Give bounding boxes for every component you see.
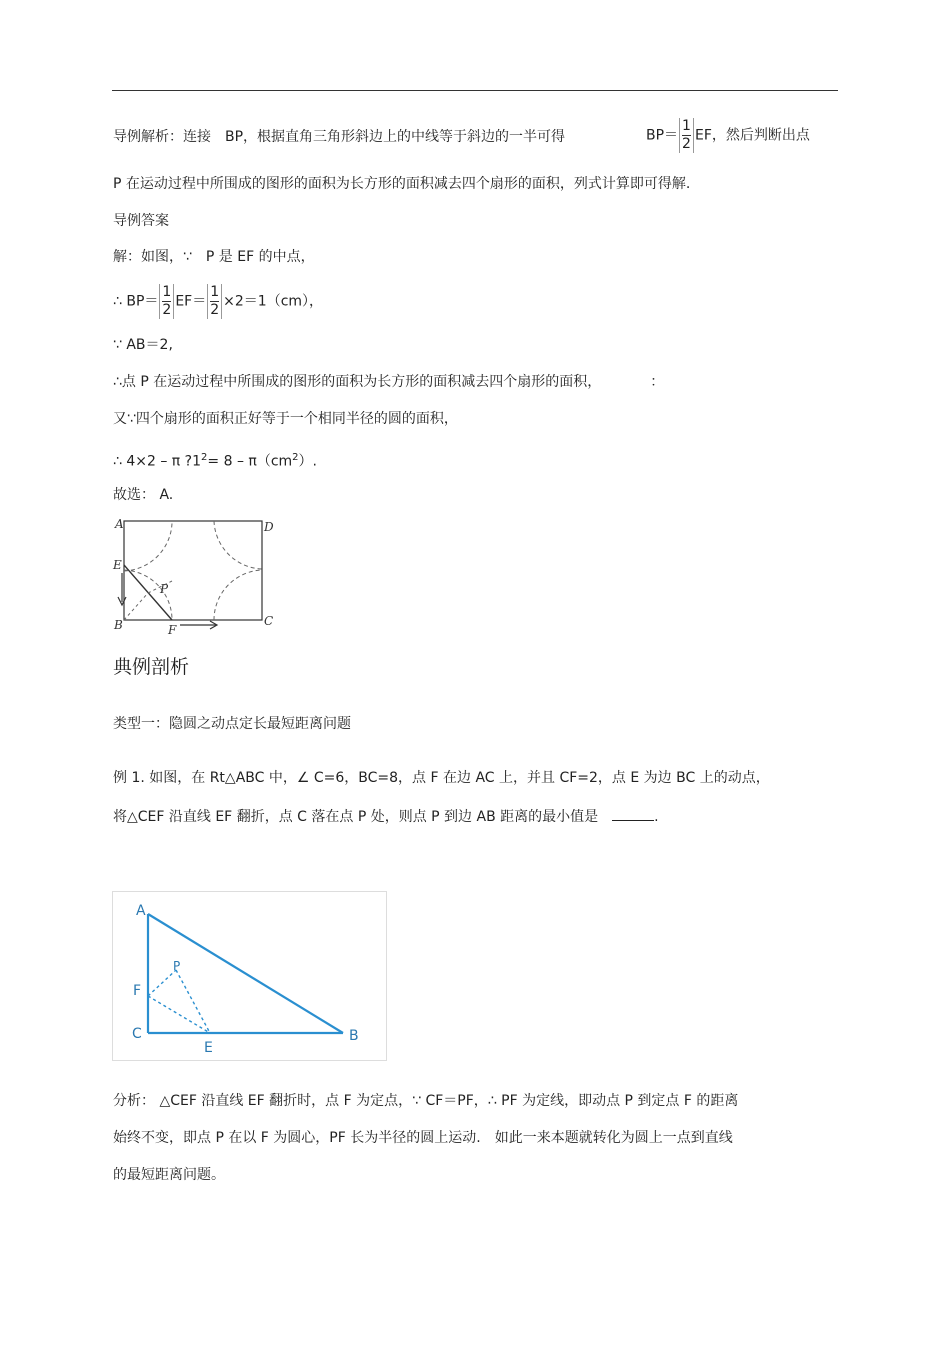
label-E: E <box>204 1040 213 1056</box>
label-P: P <box>173 959 181 973</box>
formula-tail: EF，然后判断出点 <box>694 127 810 144</box>
solution-line-1: 解：如图，∵ P 是 EF 的中点， <box>113 249 315 265</box>
fraction: $\frac{1}{2}$ <box>159 284 174 319</box>
label-A: A <box>115 517 124 531</box>
example-1-line-2: 将△CEF 沿直线 EF 翻折，点 C 落在点 P 处，则点 P 到边 AB 距离的最小值是 . <box>113 806 659 827</box>
label-D: D <box>264 520 274 534</box>
solution-line-3: ∵ AB＝2, <box>113 337 173 353</box>
formula-bp: BP＝ <box>646 127 679 144</box>
guide-analysis-text: 导例解析：连接 BP，根据直角三角形斜边上的中线等于斜边的一半可得 <box>113 129 566 145</box>
label-P: P <box>160 582 169 596</box>
analysis-line-1: 分析： △CEF 沿直线 EF 翻折时，点 F 为定点，∵ CF＝PF，∴ PF 为定线，即动点 P 到定点 F 的距离 <box>113 1093 739 1109</box>
triangle-figure <box>112 891 387 1061</box>
label-F: F <box>133 983 142 999</box>
fraction: $\frac{1}{2}$ <box>207 284 222 319</box>
label-E: E <box>113 558 122 572</box>
label-C: C <box>264 614 274 628</box>
label-A: A <box>136 903 146 919</box>
label-B: B <box>114 618 123 632</box>
guide-analysis-cont: P 在运动过程中所围成的图形的面积为长方形的面积减去四个扇形的面积，列式计算即可得解. <box>113 176 691 192</box>
section-heading: 典例剖析 <box>113 656 190 678</box>
label-B: B <box>349 1028 359 1044</box>
guide-analysis-line <box>113 127 565 147</box>
solution-line-6: ∴ 4×2 – π $?1^2= 8 - \pi(cm^2)$. <box>113 452 317 470</box>
solution-line-5: 又∵四个扇形的面积正好等于一个相同半径的圆的面积， <box>113 411 458 427</box>
rectangle-figure <box>112 517 280 637</box>
guide-answer-title: 导例答案 <box>113 213 169 229</box>
top-rule <box>112 90 838 91</box>
answer-blank[interactable] <box>612 806 654 821</box>
label-F: F <box>168 623 177 637</box>
guide-analysis-formula <box>646 118 810 153</box>
solution-answer: 故选： A. <box>113 487 174 503</box>
solution-line-4: ∴点 P 在运动过程中所围成的图形的面积为长方形的面积减去四个扇形的面积， ： <box>113 374 665 390</box>
fraction: $\frac{1}{2}$ <box>679 118 694 153</box>
type-one-title: 类型一：隐圆之动点定长最短距离问题 <box>113 716 351 732</box>
analysis-line-2: 始终不变，即点 P 在以 F 为圆心，PF 长为半径的圆上运动. 如此一来本题就转化为圆上一点到直线 <box>113 1130 733 1146</box>
solution-line-2: ∴ BP＝ $\frac{1}{2}$ EF＝ $\frac{1}{2}$ ×2＝1（cm）， <box>113 284 324 318</box>
example-1-line-1: 例 1. 如图，在 Rt△ABC 中，∠ C=6，BC=8，点 F 在边 AC 上，并且 CF=2，点 E 为边 BC 上的动点， <box>113 770 770 786</box>
label-C: C <box>132 1026 142 1042</box>
analysis-line-3: 的最短距离问题。 <box>113 1167 225 1183</box>
